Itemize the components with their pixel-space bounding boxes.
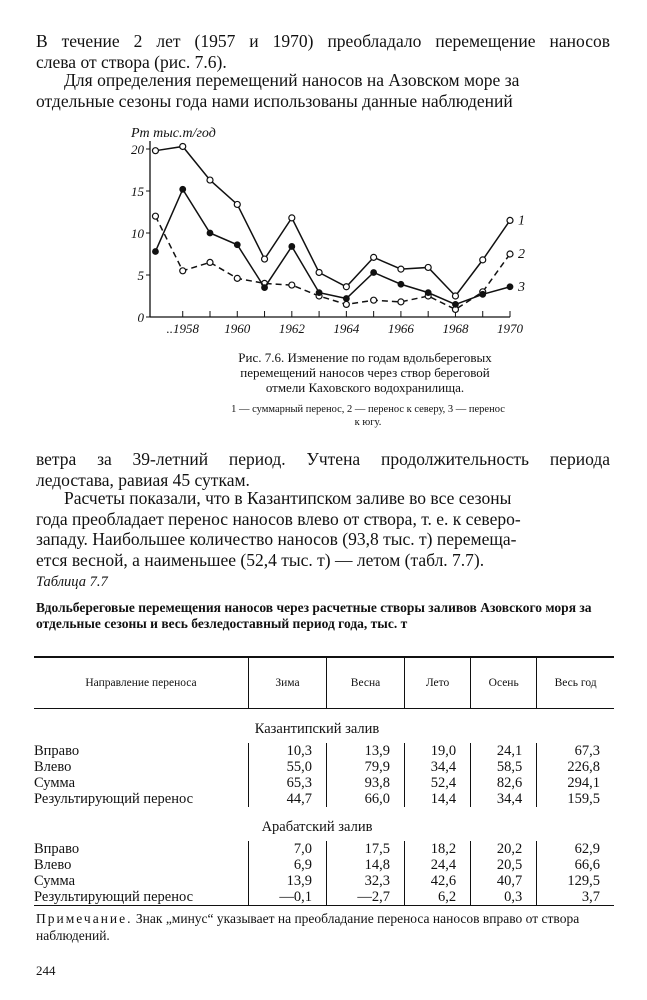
- series-3-point: [180, 187, 186, 193]
- row-label: Вправо: [34, 841, 80, 857]
- series-1-point: [234, 201, 240, 207]
- series-1-point: [398, 266, 404, 272]
- series-2-point: [234, 275, 240, 281]
- paragraph-results: [36, 488, 610, 570]
- header-summer: Лето: [405, 657, 471, 709]
- page-number: 244: [36, 963, 56, 978]
- y-tick-label: 0: [137, 310, 144, 325]
- cell: 79,9: [327, 759, 405, 775]
- table-row: [34, 873, 614, 889]
- cell: 67,3: [537, 743, 614, 759]
- table-label: Таблица 7.7: [36, 574, 108, 590]
- cell: 18,2: [405, 841, 471, 857]
- header-winter: Зима: [249, 657, 327, 709]
- row-label: Влево: [34, 857, 72, 873]
- table-row: [34, 889, 614, 906]
- header-year: Весь год: [537, 657, 614, 709]
- series-1-point: [152, 148, 158, 154]
- row-label: Результирующий перенос: [34, 791, 194, 807]
- series-3-point: [234, 242, 240, 248]
- table-row: [34, 775, 614, 791]
- table-row: [34, 841, 614, 857]
- cell: 52,4: [405, 775, 471, 791]
- table-row: [34, 791, 614, 807]
- x-tick-label: 1964: [333, 321, 360, 336]
- series-1-point: [289, 215, 295, 221]
- cell: 294,1: [537, 775, 614, 791]
- text-line: ледостава, равиая 45 суткам.: [36, 469, 250, 490]
- cell: 20,2: [471, 841, 537, 857]
- series-3-point: [371, 270, 377, 276]
- y-tick-label: 20: [131, 142, 144, 157]
- text-line: В течение 2 лет (1957 и 1970) преобладало перемещение наносов: [36, 31, 610, 51]
- series-1-label: 1: [518, 213, 525, 229]
- text-line: ется весной, а наименьшее (52,4 тыс. т) — летом (табл. 7.7).: [36, 549, 485, 570]
- cell: 42,6: [405, 873, 471, 889]
- series-2-point: [398, 299, 404, 305]
- section-kazantip: Казантипский залив: [254, 721, 380, 737]
- text-line: Для определения перемещений наносов на Азовском море за: [64, 70, 520, 90]
- series-3-point: [153, 249, 159, 255]
- series-3-point: [480, 292, 486, 298]
- row-label: Сумма: [34, 873, 76, 889]
- cell: 6,9: [249, 857, 327, 873]
- cell: 66,0: [327, 791, 405, 807]
- series-3-point: [453, 302, 459, 308]
- cell: 24,1: [471, 743, 537, 759]
- x-tick-label: 1968: [442, 321, 469, 336]
- series-3-point: [207, 230, 213, 236]
- series-2-point: [343, 301, 349, 307]
- series-3-point: [425, 290, 431, 296]
- series-2-label: 2: [518, 247, 525, 262]
- cell: 13,9: [249, 873, 327, 889]
- x-tick-label: 1970: [497, 321, 523, 336]
- series-2-point: [289, 282, 295, 288]
- cell: 3,7: [537, 889, 614, 906]
- chart-series-layer: [152, 143, 525, 312]
- cell: 7,0: [249, 841, 327, 857]
- text-line: Расчеты показали, что в Казантипском заливе во все сезоны: [64, 488, 512, 508]
- series-1-point: [507, 217, 513, 223]
- row-label: Сумма: [34, 775, 76, 791]
- cell: 40,7: [471, 873, 537, 889]
- cell: 34,4: [405, 759, 471, 775]
- cell: 93,8: [327, 775, 405, 791]
- series-2-point: [371, 297, 377, 303]
- note-label: Примечание.: [36, 911, 133, 926]
- cell: 10,3: [249, 743, 327, 759]
- cell: 82,6: [471, 775, 537, 791]
- cell: 55,0: [249, 759, 327, 775]
- cell: 44,7: [249, 791, 327, 807]
- series-3-point: [398, 281, 404, 287]
- header-autumn: Осень: [471, 657, 537, 709]
- cell: 66,6: [537, 857, 614, 873]
- series-1-point: [452, 293, 458, 299]
- text-line: слева от створа (рис. 7.6).: [36, 51, 227, 72]
- header-direction: Направление переноса: [34, 657, 249, 709]
- series-1-point: [180, 143, 186, 149]
- y-axis-label: Pт тыс.т/год: [131, 126, 216, 141]
- series-2-point: [507, 251, 513, 257]
- y-tick-label: 5: [137, 268, 144, 283]
- series-3-point: [507, 284, 513, 290]
- section-arabat: Арабатский залив: [261, 819, 373, 835]
- cell: —0,1: [249, 889, 327, 906]
- paragraph-wind: [36, 449, 610, 490]
- series-1-point: [316, 269, 322, 275]
- note-text: Знак „минус“ указывает на преобладание переноса наносов вправо от створа наблюдений.: [36, 911, 580, 943]
- series-1-point: [480, 257, 486, 263]
- series-1-point: [371, 254, 377, 260]
- cell: 20,5: [471, 857, 537, 873]
- series-3-point: [316, 290, 322, 296]
- figure-7-6: [115, 124, 535, 339]
- row-label: Результирующий перенос: [34, 889, 249, 906]
- series-2-point: [180, 268, 186, 274]
- figure-legend: 1 — суммарный перенос, 2 — перенос к северу, 3 — перенос к югу.: [231, 404, 505, 428]
- cell: 14,4: [405, 791, 471, 807]
- y-tick-label: 10: [131, 226, 144, 241]
- text-line: западу. Наибольшее количество наносов (93,8 тыс. т) перемеща-: [36, 529, 517, 549]
- series-2-point: [207, 259, 213, 265]
- paragraph-method: [36, 70, 610, 111]
- cell: 13,9: [327, 743, 405, 759]
- cell: 62,9: [537, 841, 614, 857]
- cell: 17,5: [327, 841, 405, 857]
- table-title: Вдольбереговые перемещения наносов через расчетные створы заливов Азовского моря за отдельные сезоны и весь безледоставный период года, тыс. т: [36, 600, 592, 631]
- table-header-row: [34, 657, 614, 709]
- table-row: [34, 743, 614, 759]
- header-spring: Весна: [327, 657, 405, 709]
- line-chart: [115, 124, 535, 339]
- series-1-point: [425, 264, 431, 270]
- series-3-point: [344, 296, 350, 302]
- cell: 226,8: [537, 759, 614, 775]
- cell: 159,5: [537, 791, 614, 807]
- cell: 58,5: [471, 759, 537, 775]
- row-label: Влево: [34, 759, 72, 775]
- sediment-table: [34, 656, 614, 906]
- table-row: [34, 759, 614, 775]
- cell: 34,4: [471, 791, 537, 807]
- table-note: [36, 910, 612, 944]
- x-tick-label: 1966: [387, 321, 414, 336]
- row-label: Вправо: [34, 743, 80, 759]
- paragraph-intro: [36, 31, 610, 72]
- series-3-label: 3: [518, 279, 525, 295]
- table-row: [34, 857, 614, 873]
- y-tick-label: 15: [131, 184, 144, 199]
- cell: 6,2: [405, 889, 471, 906]
- text-line: года преобладает перенос наносов влево от створа, т. е. к северо-: [36, 508, 521, 529]
- series-1-line: [155, 146, 510, 296]
- x-tick-label: 1962: [278, 321, 305, 336]
- series-3-point: [289, 244, 295, 250]
- text-line: отдельные сезоны года нами использованы данные наблюдений: [36, 90, 513, 111]
- x-tick-label: ..1958: [166, 321, 199, 336]
- series-3-line: [155, 189, 510, 304]
- series-1-point: [343, 284, 349, 290]
- cell: 65,3: [249, 775, 327, 791]
- cell: 129,5: [537, 873, 614, 889]
- figure-caption: Рис. 7.6. Изменение по годам вдольбереговых перемещений наносов через створ береговой отмели Каховского водохранилища.: [238, 350, 492, 395]
- series-1-point: [262, 256, 268, 262]
- cell: 24,4: [405, 857, 471, 873]
- x-tick-label: 1960: [224, 321, 251, 336]
- series-1-point: [207, 177, 213, 183]
- series-3-point: [262, 285, 268, 291]
- cell: 14,8: [327, 857, 405, 873]
- cell: —2,7: [327, 889, 405, 906]
- cell: 0,3: [471, 889, 537, 906]
- cell: 32,3: [327, 873, 405, 889]
- series-2-point: [152, 213, 158, 219]
- text-line: ветра за 39-летний период. Учтена продолжительность периода: [36, 449, 610, 469]
- cell: 19,0: [405, 743, 471, 759]
- chart-axes: [131, 141, 524, 336]
